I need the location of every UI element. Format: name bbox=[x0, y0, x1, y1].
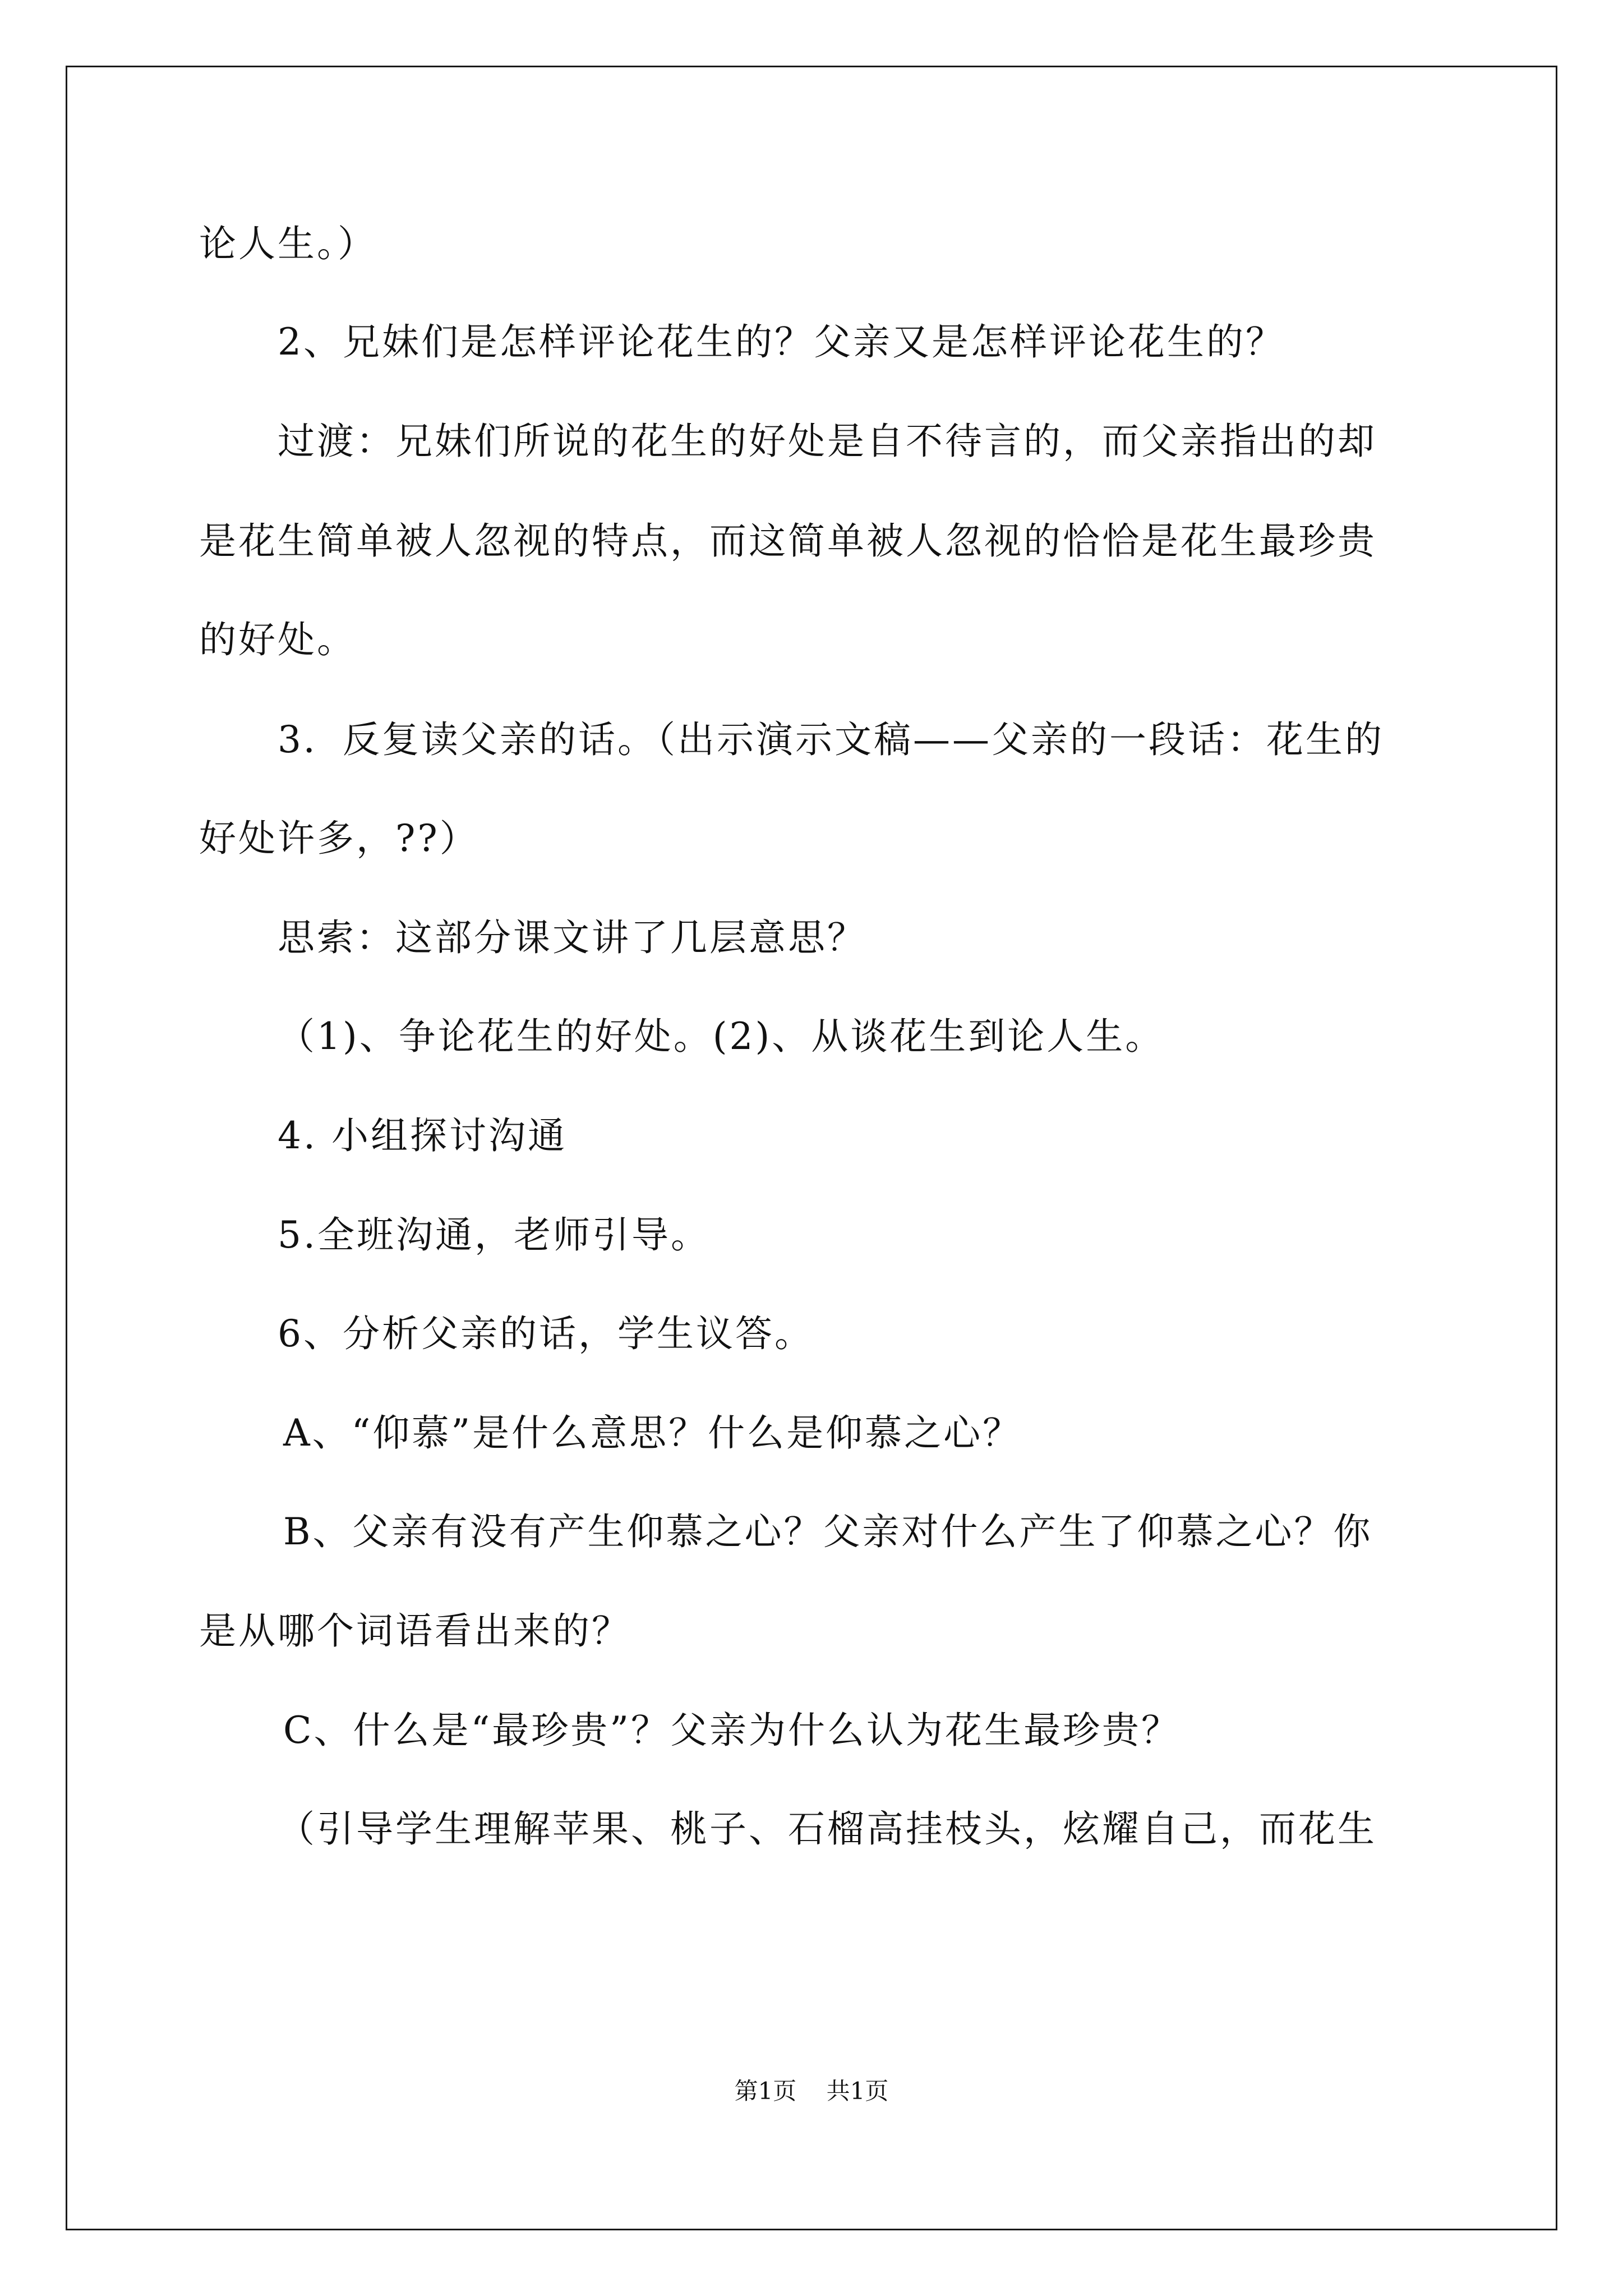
text-line: 思索：这部分课文讲了几层意思？ bbox=[278, 916, 866, 959]
text-line: 3．反复读父亲的话。（出示演示文稿——父亲的一段话：花生的 bbox=[278, 718, 1384, 761]
text-line: 4. 小组探讨沟通 bbox=[278, 1114, 567, 1157]
text-line: 5.全班沟通，老师引导。 bbox=[278, 1213, 710, 1257]
text-line: 论人生。） bbox=[199, 222, 377, 265]
text-line: （1)、争论花生的好处。(2)、从谈花生到论人生。 bbox=[278, 1015, 1165, 1058]
text-line: 好处许多，??） bbox=[199, 817, 479, 860]
text-line: 的好处。 bbox=[199, 618, 356, 661]
text-line: 是花生简单被人忽视的特点，而这简单被人忽视的恰恰是花生最珍贵 bbox=[199, 519, 1377, 563]
page-total: 共1页 bbox=[826, 2077, 889, 2105]
text-line: 过渡：兄妹们所说的花生的好处是自不待言的，而父亲指出的却 bbox=[278, 420, 1377, 463]
text-line: C、什么是“最珍贵”？父亲为什么认为花生最珍贵？ bbox=[283, 1709, 1181, 1752]
text-line: A、“仰慕”是什么意思？什么是仰慕之心？ bbox=[283, 1411, 1022, 1455]
text-line: 是从哪个词语看出来的？ bbox=[199, 1609, 631, 1653]
text-line: B、父亲有没有产生仰慕之心？父亲对什么产生了仰慕之心？你 bbox=[283, 1510, 1373, 1553]
text-line: （引导学生理解苹果、桃子、石榴高挂枝头，炫耀自己，而花生 bbox=[278, 1807, 1377, 1851]
text-line: 6、分析父亲的话，学生议答。 bbox=[278, 1312, 814, 1355]
text-line: 2、兄妹们是怎样评论花生的？父亲又是怎样评论花生的？ bbox=[278, 320, 1285, 364]
page-number: 第1页 bbox=[734, 2077, 797, 2105]
page-footer bbox=[0, 2076, 1623, 2107]
